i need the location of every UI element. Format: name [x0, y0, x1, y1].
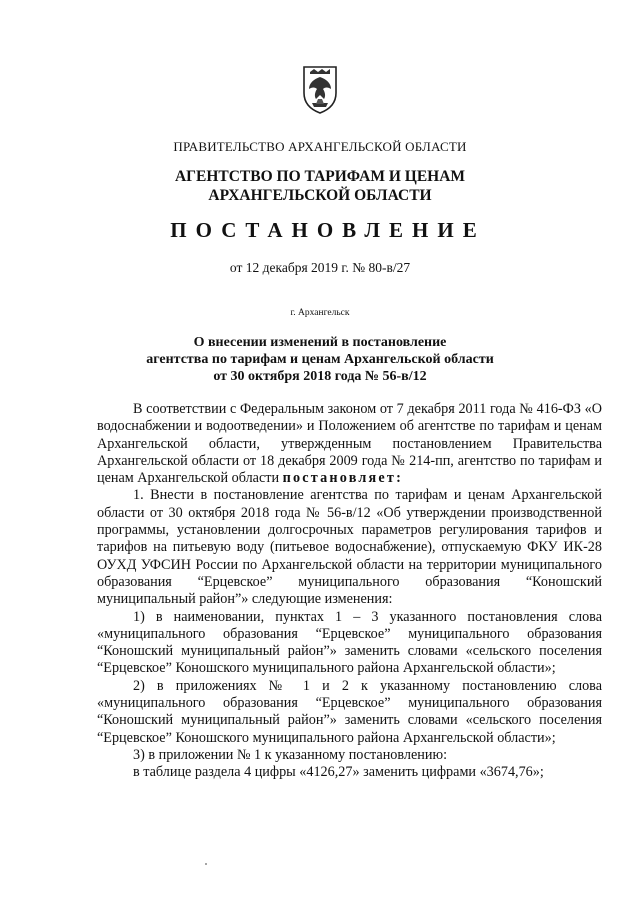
document-date-number: от 12 декабря 2019 г. № 80-в/27: [229, 260, 411, 275]
subitem-3a-paragraph: в таблице раздела 4 цифры «4126,27» заменить цифрами «3674,76»;: [133, 764, 544, 781]
agency-title-line2: АРХАНГЕЛЬСКОЙ ОБЛАСТИ: [208, 187, 432, 204]
preamble-paragraph: [97, 401, 602, 487]
document-city: г. Архангельск: [290, 308, 350, 318]
subject-line3: от 30 октября 2018 года № 56-в/12: [213, 369, 427, 384]
document-type: ПОСТАНОВЛЕНИЕ: [170, 218, 486, 242]
subitem-2-paragraph: 2) в приложениях № 1 и 2 к указанному постановлению слова «муниципального образования “Ерцевское” муниципального образования “Коношский муниципальный район”» заменить словами «сельского поселения “Ерцевское” Коношского муниципального района Архангельской области»;: [97, 677, 602, 746]
subject-line2: агентства по тарифам и ценам Архангельской области: [146, 352, 494, 367]
subitem-3-paragraph: 3) в приложении № 1 к указанному постановлению:: [133, 746, 448, 763]
resolves-word: постановляет:: [282, 470, 404, 487]
agency-title: [0, 167, 640, 205]
subitem-1-paragraph: 1) в наименовании, пунктах 1 – 3 указанного постановления слова «муниципального образования “Ерцевское” муниципального образования “Коношский муниципальный район”» заменить словами «сельского поселения “Ерцевское” Коношского муниципального района Архангельской области»;: [97, 608, 602, 677]
document-subject: [0, 334, 640, 385]
document-body: [97, 401, 602, 782]
agency-title-line1: АГЕНТСТВО ПО ТАРИФАМ И ЦЕНАМ: [174, 168, 466, 185]
government-title: ПРАВИТЕЛЬСТВО АРХАНГЕЛЬСКОЙ ОБЛАСТИ: [173, 139, 467, 154]
scan-speck: [205, 863, 207, 865]
preamble-text: В соответствии с Федеральным законом от 7 декабря 2011 года № 416-ФЗ «О водоснабжении и водоотведении» и Положением об агентстве по тарифам и ценам Архангельской области, утвержденным постановлением Правительства Архангельской области от 18 декабря 2009 года № 214-пп, агентство по тарифам и ценам Архангельской области: [97, 401, 602, 487]
item-1-paragraph: 1. Внести в постановление агентства по тарифам и ценам Архангельской области от 30 октября 2018 года № 56-в/12 «Об утверждении производственной программы, установлении долгосрочных параметров регулирования тарифов и тарифов на питьевую воду (питьевое водоснабжение), отпускаемую ФКУ ИК-28 ОУХД УФСИН России по Архангельской области на территории муниципального образования “Ерцевское” муниципального образования “Коношский муниципальный район”» следующие изменения:: [97, 487, 602, 608]
subject-line1: О внесении изменений в постановление: [193, 335, 447, 350]
coat-of-arms-emblem: [298, 63, 342, 115]
